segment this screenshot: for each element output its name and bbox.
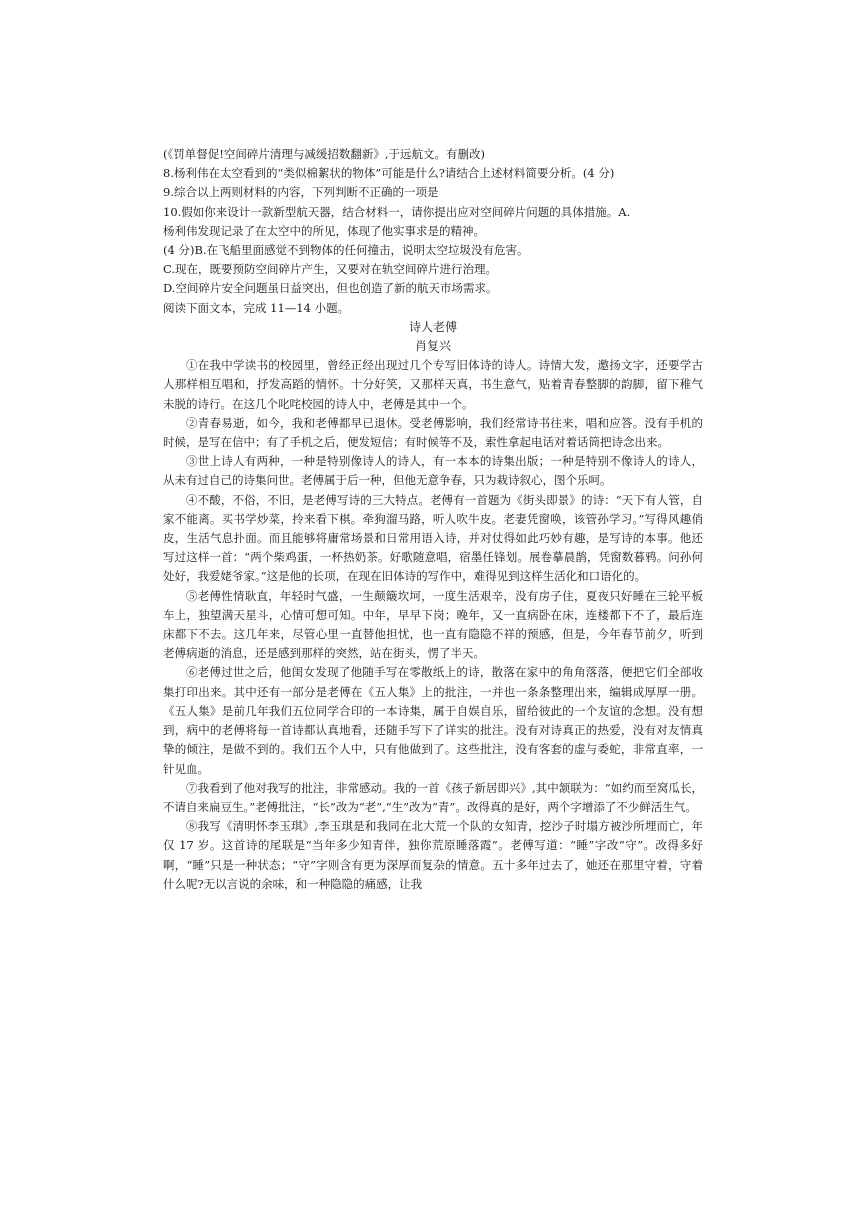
paragraph-5: ⑤老傅性情耿直，年轻时气盛，一生颠簸坎坷，一度生活艰辛，没有房子住，夏夜只好睡在三轮平板车上，独望满天星斗，心情可想可知。中年，早早下岗；晚年，又一直病卧在床，连楼都下不了，最后连床都下不去。这几年来，尽管心里一直替他担忧，也一直有隐隐不祥的预感，但是，今年春节前夕，听到老傅病逝的消息，还是感到那样的突然，站在街头，愣了半天。 — [163, 588, 703, 661]
article-title: 诗人老傅 — [408, 319, 457, 334]
document-page — [163, 145, 703, 894]
option-b: (4 分)B.在飞船里面感觉不到物体的任何撞击，说明太空垃圾没有危害。 — [163, 243, 529, 258]
option-c: C.现在，既要预防空间碎片产生，又要对在轨空间碎片进行治理。 — [163, 262, 498, 277]
source-citation: (《罚单督促!空间碎片清理与减缓招数翻新》,于远航文。有删改) — [163, 147, 485, 161]
option-a: 杨利伟发现记录了在太空中的所见，体现了他实事求是的精神。 — [163, 223, 485, 238]
paragraph-6: ⑥老傅过世之后，他闺女发现了他随手写在零散纸上的诗，散落在家中的角角落落，便把它们全部收集打印出来。其中还有一部分是老傅在《五人集》上的批注，一并也一条条整理出来，编辑成厚厚一册。《五人集》是前几年我们五位同学合印的一本诗集，属于自娱自乐，留给彼此的一个友谊的念想。没有想到，病中的老傅将每一首诗都认真地看，还随手写下了详实的批注。没有对诗真正的热爱，没有对友情真挚的倾注，是做不到的。我们五个人中，只有他做到了。这些批注，没有客套的虚与委蛇，非常直率，一针见血。 — [163, 665, 703, 776]
question-10-line-1: 10.假如你来设计一款新型航天器，结合材料一，请你提出应对空间碎片问题的具体措施。A. — [163, 204, 631, 219]
paragraph-3: ③世上诗人有两种，一种是特别像诗人的诗人，有一本本的诗集出版；一种是特别不像诗人的诗人，从未有过自己的诗集问世。老傅属于后一种，但他无意争春，只为栽诗叙心，图个乐呵。 — [163, 454, 703, 488]
question-9: 9.综合以上两则材料的内容，下列判断不正确的一项是 — [163, 185, 439, 200]
paragraph-2: ②青春易逝，如今，我和老傅都早已退休。受老傅影响，我们经常诗书往来，唱和应答。没有手机的时候，是写在信中；有了手机之后，便发短信；有时候等不及，索性拿起电话对着话筒把诗念出来。 — [163, 415, 703, 450]
article-author: 肖复兴 — [414, 339, 451, 354]
option-d: D.空间碎片安全问题虽日益突出，但也创造了新的航天市场需求。 — [163, 281, 498, 296]
reading-instruction: 阅读下面文本，完成 11—14 小题。 — [163, 300, 350, 315]
paragraph-7: ⑦我看到了他对我写的批注，非常感动。我的一首《孩子新居即兴》,其中颔联为：“如约而至窝瓜长，不请自来扁豆生。”老傅批注，“长”改为“老”,“生”改为“青”。改得真的是好，两个字增添了不少鲜活生气。 — [163, 780, 703, 814]
paragraph-4: ④不酸，不俗，不旧，是老傅写诗的三大特点。老傅有一首题为《街头即景》的诗：“天下有人管，自家不能离。买书学炒菜，拎来看下棋。牵狗溜马路，听人吹牛皮。老妻凭窗唤，该管孙学习。”写得风趣俏皮，生活气息扑面。而且能够将庸常场景和日常用语入诗，并对仗得如此巧妙有趣，是写诗的本事。他还写过这样一首：“两个柴鸡蛋，一杯热奶茶。好歌随意唱，宿墨任锋划。展卷摹晨鹊，凭窗数暮鸦。问孙何处好，我爱姥爷家。”这是他的长项，在现在旧体诗的写作中，难得见到这样生活化和口语化的。 — [163, 492, 703, 584]
paragraph-1: ①在我中学读书的校园里，曾经正经出现过几个专写旧体诗的诗人。诗情大发，邀扬文字，还要学古人那样相互唱和，抒发高蹈的情怀。十分好笑，又那样天真，书生意气，贴着青春整脚的韵脚，留下稚气未脱的诗行。在这几个叱咤校园的诗人中，老傅是其中一个。 — [163, 358, 703, 411]
question-8: 8.杨利伟在太空看到的“类似棉絮状的物体”可能是什么?请结合上述材料简要分析。(4 分) — [163, 166, 615, 181]
paragraph-8: ⑧我写《清明怀李玉琪》,李玉琪是和我同在北大荒一个队的女知青，挖沙子时塌方被沙所埋而亡，年仅 17 岁。这首诗的尾联是“当年多少知青伴，独你荒原睡落霞”。老傅写道：“睡”字改“守”。改得多好啊，“睡”只是一种状态；“守”字则含有更为深厚而复杂的情意。五十多年过去了，她还在那里守着，守着什么呢?无以言说的余味，和一种隐隐的痛感，让我 — [163, 819, 703, 891]
